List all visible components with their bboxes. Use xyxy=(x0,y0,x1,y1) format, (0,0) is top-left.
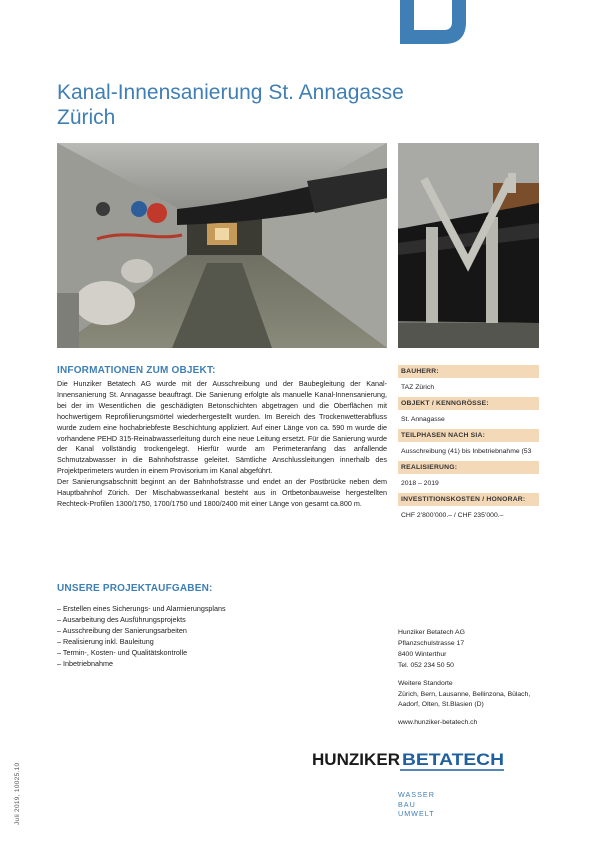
tasks-list xyxy=(57,604,387,669)
facts-value-realization: 2018 – 2019 xyxy=(401,480,439,487)
company-phone: Tel. 052 234 50 50 xyxy=(398,661,454,669)
facts-label-object: OBJEKT / KENNGRÖSSE: xyxy=(398,397,539,410)
project-facts xyxy=(398,365,539,525)
hunziker-betatech-logo xyxy=(312,746,512,774)
info-paragraph-1: Die Hunziker Betatech AG wurde mit der Ausschreibung und der Baubegleitung der Kanal-Innensanierung St. Annagasse beauftragt. Die Sanierung erfolgte als manuelle Kanal-Innensanierung, bei der im Wesentlichen die geschädigten Betonschichten abgetragen und die Oberflächen mit hochwertigem Reprofilierungsmörtel wiederhergestellt wurden. Im Bereich des Trockenwetterabfluss wurde zudem eine hochabriebfeste Beschichtung appliziert. Auf einer Länge von ca. 590 m wurde die vorhandene PEHD 315-Reinabwasserleitung durch eine neue Leitung ersetzt. Für die Sanierung wurde der Kanal vollständig trockengelegt. Hierfür wurde am Perimeteranfang das anfallende Schmutzabwasser in die Bahnhofstrasse geleitet. Sämtliche Anschlussleitungen innerhalb des Projektperimeters wurden in einem Provisorium im Kanal abgeführt. xyxy=(57,379,387,476)
facts-value-phases: Ausschreibung (41) bis Inbetriebnahme (53 xyxy=(401,448,532,455)
tunnel-photo-image xyxy=(57,143,387,348)
list-item: – Termin-, Kosten- und Qualitätskontrolle xyxy=(57,647,188,657)
tasks-heading: UNSERE PROJEKTAUFGABEN: xyxy=(57,583,213,594)
document-date-code: Juli 2019, 10025.10 xyxy=(14,762,21,825)
list-item: – Ausarbeitung des Ausführungsprojekts xyxy=(57,614,186,624)
facts-label-phases: TEILPHASEN NACH SIA: xyxy=(398,429,539,442)
sector-building: BAU xyxy=(398,799,416,809)
info-body xyxy=(57,379,387,510)
tunnel-photo xyxy=(57,143,387,348)
locations-line-1: Zürich, Bern, Lausanne, Bellinzona, Bülach, xyxy=(398,690,531,698)
list-item: – Erstellen eines Sicherungs- und Alarmierungsplans xyxy=(57,604,226,613)
brand-name-part-1: HUNZIKER xyxy=(312,750,400,769)
facts-label-costs: INVESTITIONSKOSTEN / HONORAR: xyxy=(398,493,539,506)
pipe-bracket-photo xyxy=(398,143,539,348)
sector-water: WASSER xyxy=(398,790,435,799)
list-item: – Realisierung inkl. Bauleitung xyxy=(57,636,154,646)
company-name: Hunziker Betatech AG xyxy=(398,629,465,636)
contact-block xyxy=(398,628,548,729)
facts-label-client: BAUHERR: xyxy=(398,365,539,378)
brand-mark-icon xyxy=(400,0,466,44)
facts-label-realization: REALISIERUNG: xyxy=(398,461,539,474)
sector-environment: UMWELT xyxy=(398,809,435,818)
pipe-bracket-photo-image xyxy=(398,143,539,348)
brand-sectors xyxy=(398,790,435,819)
brand-name-part-2: BETATECH xyxy=(402,750,504,769)
list-item: – Inbetriebnahme xyxy=(57,658,113,668)
list-item: – Ausschreibung der Sanierungsarbeiten xyxy=(57,625,187,635)
facts-value-costs: CHF 2’800’000.– / CHF 235’000.– xyxy=(401,512,504,519)
title-line-2: Zürich xyxy=(57,106,116,129)
facts-value-client: TAZ Zürich xyxy=(401,384,435,391)
locations-line-2: Aadorf, Olten, St.Blasien (D) xyxy=(398,701,484,709)
info-heading: INFORMATIONEN ZUM OBJEKT: xyxy=(57,365,216,376)
page-title xyxy=(57,80,457,130)
website-link[interactable]: www.hunziker-betatech.ch xyxy=(398,719,478,727)
locations-label: Weitere Standorte xyxy=(398,679,453,687)
company-city: 8400 Winterthur xyxy=(398,650,447,658)
facts-value-object: St. Annagasse xyxy=(401,416,445,423)
title-line-1: Kanal-Innensanierung St. Annagasse xyxy=(57,81,404,104)
company-street: Pflanzschulstrasse 17 xyxy=(398,639,465,647)
info-paragraph-2: Der Sanierungsabschnitt beginnt an der Bahnhofstrasse und endet an der Postbrücke neben dem Hauptbahnhof Zürich. Der Mischabwasserkanal besteht aus in Ortbetonbauweise hergestellten Rechteck-Profilen 1300/1750, 1700/1750 und 1800/2400 mit einer Länge von gesamt ca.800 m. xyxy=(57,477,387,508)
